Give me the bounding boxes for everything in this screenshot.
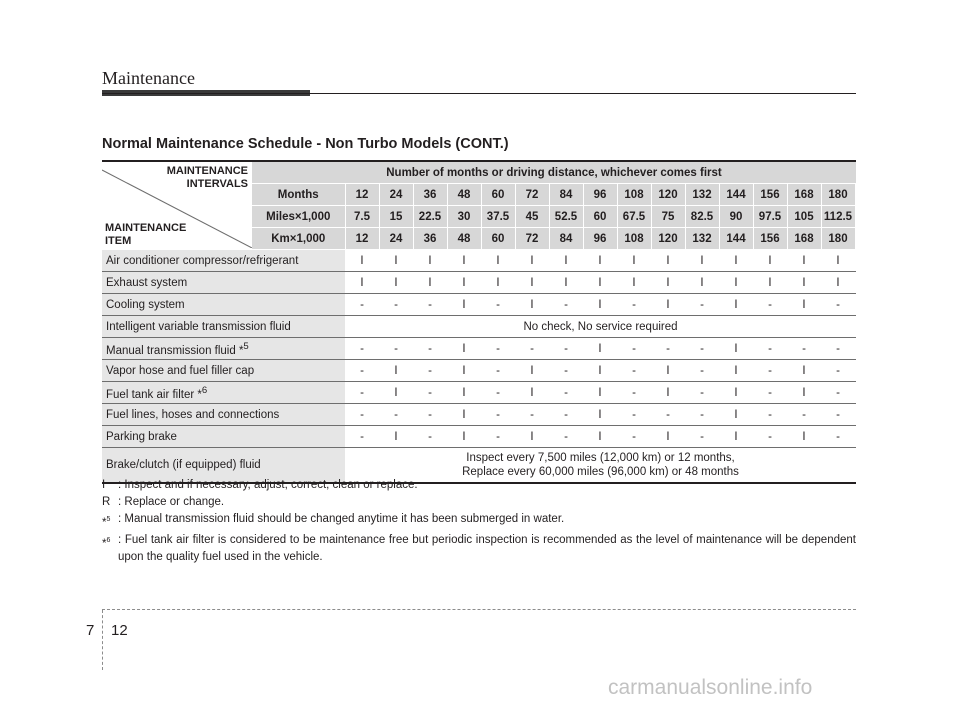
- note-footnote-6: *$^6$ : Fuel tank air filter is considered to be maintenance free but periodic inspection is recommended as the level of maintenance will be dependent upon the quality fuel used in the vehicle.: [102, 533, 856, 563]
- schedule-cell: I: [447, 360, 481, 382]
- schedule-cell: I: [447, 426, 481, 448]
- table-row: [102, 360, 856, 382]
- schedule-cell: I: [515, 294, 549, 316]
- schedule-cell: -: [379, 338, 413, 360]
- miles-value: 67.5: [617, 206, 651, 228]
- km-value: 24: [379, 228, 413, 250]
- header-pad-cell: [855, 184, 856, 206]
- km-value: 132: [685, 228, 719, 250]
- table-row: [102, 426, 856, 448]
- km-value: 120: [651, 228, 685, 250]
- schedule-cell: I: [515, 382, 549, 404]
- row-pad-cell: [855, 338, 856, 360]
- row-item-label: [102, 382, 345, 404]
- miles-value: 45: [515, 206, 549, 228]
- month-value: 96: [583, 184, 617, 206]
- schedule-cell: -: [481, 426, 515, 448]
- schedule-cell: I: [447, 272, 481, 294]
- schedule-cell: I: [719, 338, 753, 360]
- km-value: 168: [787, 228, 821, 250]
- schedule-cell: I: [481, 272, 515, 294]
- table-row: [102, 294, 856, 316]
- row-pad-cell: [855, 426, 856, 448]
- schedule-cell: -: [345, 404, 379, 426]
- schedule-cell: -: [617, 382, 651, 404]
- row-item-label: [102, 250, 345, 272]
- schedule-cell: -: [345, 294, 379, 316]
- schedule-cell: -: [413, 382, 447, 404]
- row-pad-cell: [855, 382, 856, 404]
- schedule-cell: -: [821, 382, 855, 404]
- schedule-cell: I: [651, 360, 685, 382]
- chapter-number: 7: [86, 622, 95, 639]
- month-value: 168: [787, 184, 821, 206]
- schedule-cell: -: [345, 360, 379, 382]
- miles-value: 97.5: [753, 206, 787, 228]
- month-value: 120: [651, 184, 685, 206]
- schedule-cell: I: [787, 250, 821, 272]
- table-row: [102, 382, 856, 404]
- schedule-cell: I: [651, 294, 685, 316]
- miles-value: 105: [787, 206, 821, 228]
- schedule-cell: -: [753, 338, 787, 360]
- row-item-text: Cooling system: [106, 298, 185, 311]
- row-item-text: Intelligent variable transmission fluid: [106, 320, 291, 333]
- schedule-cell: I: [379, 360, 413, 382]
- schedule-cell: -: [515, 404, 549, 426]
- schedule-cell: I: [719, 426, 753, 448]
- note-replace: R : Replace or change.: [102, 496, 225, 508]
- row-pad-cell: [855, 404, 856, 426]
- km-value: 84: [549, 228, 583, 250]
- schedule-cell: I: [583, 272, 617, 294]
- row-pad-cell: [855, 272, 856, 294]
- schedule-cell: I: [685, 272, 719, 294]
- schedule-cell: I: [515, 272, 549, 294]
- month-value: 180: [821, 184, 855, 206]
- schedule-cell: -: [413, 294, 447, 316]
- km-value: 12: [345, 228, 379, 250]
- note-inspect: I : Inspect and if necessary, adjust, correct, clean or replace.: [102, 479, 418, 491]
- schedule-cell: -: [413, 360, 447, 382]
- month-value: 132: [685, 184, 719, 206]
- schedule-cell: -: [821, 426, 855, 448]
- miles-value: 90: [719, 206, 753, 228]
- schedule-cell: I: [685, 250, 719, 272]
- table-row: [102, 316, 856, 338]
- schedule-cell: -: [821, 404, 855, 426]
- footer-rule: [102, 609, 856, 610]
- schedule-cell: I: [379, 426, 413, 448]
- month-value: 48: [447, 184, 481, 206]
- schedule-cell: I: [651, 426, 685, 448]
- section-header: Maintenance: [102, 68, 195, 88]
- row-item-text: Vapor hose and fuel filler cap: [106, 364, 255, 377]
- schedule-cell: I: [617, 272, 651, 294]
- schedule-cell: I: [821, 272, 855, 294]
- miles-value: 7.5: [345, 206, 379, 228]
- schedule-cell: I: [345, 272, 379, 294]
- schedule-cell: I: [651, 272, 685, 294]
- month-value: 72: [515, 184, 549, 206]
- schedule-cell: I: [787, 294, 821, 316]
- schedule-cell: I: [515, 250, 549, 272]
- schedule-cell: -: [379, 404, 413, 426]
- schedule-cell: -: [413, 404, 447, 426]
- row-item-label: [102, 294, 345, 316]
- month-value: 36: [413, 184, 447, 206]
- row-item-text: Parking brake: [106, 430, 177, 443]
- schedule-cell: -: [753, 294, 787, 316]
- row-span-cell: No check, No service required: [345, 316, 856, 338]
- table-row: [102, 250, 856, 272]
- schedule-cell: I: [719, 404, 753, 426]
- schedule-cell: -: [481, 294, 515, 316]
- schedule-cell: -: [787, 404, 821, 426]
- schedule-cell: I: [379, 272, 413, 294]
- miles-value: 15: [379, 206, 413, 228]
- schedule-cell: -: [685, 382, 719, 404]
- table-row: [102, 338, 856, 360]
- schedule-cell: -: [753, 360, 787, 382]
- schedule-cell: I: [447, 404, 481, 426]
- schedule-cell: I: [651, 250, 685, 272]
- table-row: [102, 272, 856, 294]
- schedule-cell: I: [379, 382, 413, 404]
- schedule-cell: -: [685, 404, 719, 426]
- page-title: Normal Maintenance Schedule - Non Turbo Models (CONT.): [102, 136, 509, 152]
- schedule-cell: -: [753, 382, 787, 404]
- schedule-cell: I: [753, 250, 787, 272]
- watermark: carmanualsonline.info: [608, 676, 813, 699]
- schedule-cell: -: [413, 338, 447, 360]
- schedule-cell: I: [719, 294, 753, 316]
- miles-value: 52.5: [549, 206, 583, 228]
- month-value: 60: [481, 184, 515, 206]
- schedule-cell: I: [447, 382, 481, 404]
- row-pad-cell: [855, 294, 856, 316]
- note-footnote-5: *$^5$ : Manual transmission fluid should be changed anytime it has been submerged in water.: [102, 513, 565, 529]
- miles-value: 112.5: [821, 206, 855, 228]
- month-value: 156: [753, 184, 787, 206]
- schedule-cell: -: [685, 294, 719, 316]
- months-label: Months: [252, 184, 345, 206]
- table-row: [102, 404, 856, 426]
- row-pad-cell: [855, 250, 856, 272]
- row-item-label: [102, 426, 345, 448]
- row-item-label: [102, 338, 345, 360]
- schedule-cell: I: [583, 294, 617, 316]
- schedule-cell: -: [685, 338, 719, 360]
- schedule-cell: I: [719, 360, 753, 382]
- schedule-cell: I: [481, 250, 515, 272]
- legend-notes: [102, 477, 856, 566]
- schedule-cell: I: [447, 294, 481, 316]
- row-item-text: Air conditioner compressor/refrigerant: [106, 254, 299, 267]
- span-line: Replace every 60,000 miles (96,000 km) or 48 months: [462, 466, 739, 478]
- miles-label: Miles×1,000: [252, 206, 345, 228]
- schedule-cell: -: [549, 382, 583, 404]
- schedule-cell: -: [549, 338, 583, 360]
- schedule-cell: I: [447, 250, 481, 272]
- month-value: 84: [549, 184, 583, 206]
- schedule-cell: -: [753, 426, 787, 448]
- row-item-text: Exhaust system: [106, 276, 188, 289]
- header-pad-cell: [855, 206, 856, 228]
- schedule-cell: I: [719, 382, 753, 404]
- schedule-cell: I: [515, 360, 549, 382]
- row-item-label: [102, 404, 345, 426]
- schedule-cell: I: [719, 250, 753, 272]
- schedule-cell: -: [549, 360, 583, 382]
- schedule-cell: -: [549, 426, 583, 448]
- schedule-cell: -: [617, 404, 651, 426]
- schedule-cell: I: [515, 426, 549, 448]
- km-value: 36: [413, 228, 447, 250]
- miles-value: 30: [447, 206, 481, 228]
- row-item-label: [102, 316, 345, 338]
- header-rule: [102, 93, 856, 94]
- schedule-cell: -: [481, 338, 515, 360]
- schedule-cell: -: [617, 294, 651, 316]
- schedule-cell: I: [583, 426, 617, 448]
- table-corner-cell: [102, 161, 252, 250]
- span-line: Inspect every 7,500 miles (12,000 km) or 12 months,: [466, 452, 735, 464]
- miles-value: 82.5: [685, 206, 719, 228]
- schedule-cell: -: [481, 360, 515, 382]
- schedule-cell: -: [413, 426, 447, 448]
- schedule-cell: -: [651, 404, 685, 426]
- schedule-cell: -: [685, 360, 719, 382]
- km-value: 144: [719, 228, 753, 250]
- schedule-cell: -: [345, 338, 379, 360]
- schedule-cell: I: [379, 250, 413, 272]
- month-value: 144: [719, 184, 753, 206]
- corner-intervals-label: MAINTENANCE INTERVALS: [166, 165, 248, 190]
- schedule-cell: -: [481, 404, 515, 426]
- schedule-cell: I: [651, 382, 685, 404]
- schedule-cell: -: [821, 338, 855, 360]
- schedule-cell: -: [685, 426, 719, 448]
- schedule-cell: -: [617, 426, 651, 448]
- schedule-cell: -: [617, 360, 651, 382]
- schedule-cell: -: [549, 404, 583, 426]
- month-value: 24: [379, 184, 413, 206]
- month-value: 108: [617, 184, 651, 206]
- schedule-cell: -: [481, 382, 515, 404]
- schedule-cell: -: [345, 382, 379, 404]
- km-value: 96: [583, 228, 617, 250]
- schedule-cell: I: [345, 250, 379, 272]
- maintenance-schedule-table: [102, 160, 856, 484]
- schedule-cell: I: [413, 250, 447, 272]
- row-item-label: [102, 360, 345, 382]
- schedule-cell: I: [583, 360, 617, 382]
- schedule-cell: I: [617, 250, 651, 272]
- schedule-cell: I: [413, 272, 447, 294]
- schedule-cell: I: [787, 272, 821, 294]
- schedule-cell: I: [719, 272, 753, 294]
- row-item-text: Brake/clutch (if equipped) fluid: [106, 459, 261, 471]
- schedule-cell: -: [549, 294, 583, 316]
- km-label: Km×1,000: [252, 228, 345, 250]
- schedule-cell: -: [821, 294, 855, 316]
- km-value: 72: [515, 228, 549, 250]
- km-value: 156: [753, 228, 787, 250]
- schedule-cell: I: [447, 338, 481, 360]
- km-value: 108: [617, 228, 651, 250]
- miles-value: 60: [583, 206, 617, 228]
- page-number: 12: [111, 622, 128, 639]
- schedule-cell: I: [821, 250, 855, 272]
- row-pad-cell: [855, 360, 856, 382]
- row-item-text: Fuel lines, hoses and connections: [106, 408, 280, 421]
- footer-divider: [102, 610, 103, 670]
- schedule-cell: I: [583, 250, 617, 272]
- schedule-cell: -: [821, 360, 855, 382]
- row-item-text: Fuel tank air filter *: [106, 388, 202, 401]
- footnote-marker: 5: [243, 340, 249, 352]
- schedule-cell: -: [787, 338, 821, 360]
- header-pad-cell: [855, 228, 856, 250]
- km-value: 180: [821, 228, 855, 250]
- row-item-text: Manual transmission fluid *: [106, 344, 244, 357]
- schedule-cell: I: [583, 338, 617, 360]
- miles-value: 22.5: [413, 206, 447, 228]
- miles-value: 37.5: [481, 206, 515, 228]
- schedule-cell: -: [753, 404, 787, 426]
- schedule-cell: I: [787, 382, 821, 404]
- schedule-cell: I: [787, 426, 821, 448]
- schedule-cell: I: [583, 404, 617, 426]
- schedule-cell: -: [379, 294, 413, 316]
- schedule-cell: -: [651, 338, 685, 360]
- schedule-cell: I: [549, 272, 583, 294]
- schedule-cell: I: [583, 382, 617, 404]
- table-header-row: [102, 161, 856, 184]
- row-item-label: [102, 272, 345, 294]
- schedule-cell: -: [617, 338, 651, 360]
- month-value: 12: [345, 184, 379, 206]
- schedule-cell: -: [515, 338, 549, 360]
- km-value: 60: [481, 228, 515, 250]
- km-value: 48: [447, 228, 481, 250]
- schedule-cell: I: [787, 360, 821, 382]
- interval-span-header: Number of months or driving distance, whichever comes first: [252, 161, 856, 184]
- corner-item-label: MAINTENANCE ITEM: [105, 221, 187, 247]
- schedule-cell: -: [345, 426, 379, 448]
- miles-value: 75: [651, 206, 685, 228]
- schedule-cell: I: [549, 250, 583, 272]
- schedule-cell: I: [753, 272, 787, 294]
- footnote-marker: 6: [201, 384, 208, 396]
